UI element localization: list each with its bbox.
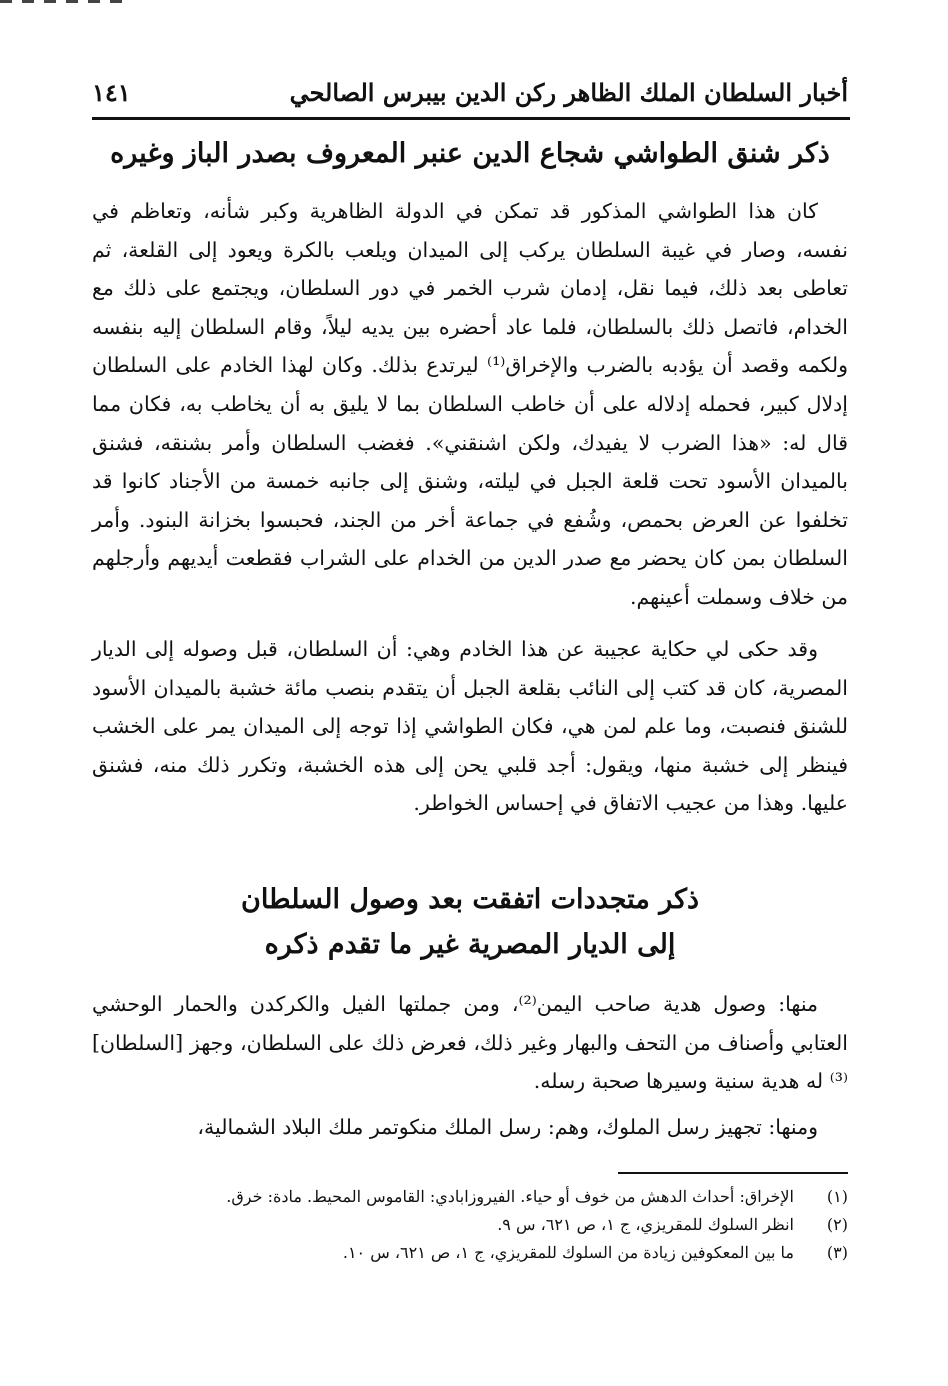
page-header xyxy=(92,60,848,118)
footnote-3 xyxy=(92,1239,848,1267)
section-heading-2-line-2: إلى الديار المصرية غير ما تقدم ذكره xyxy=(264,929,676,960)
section-heading-1: ذكر شنق الطواشي شجاع الدين عنبر المعروف بصدر الباز وغيره xyxy=(110,138,830,169)
footnote-text: ما بين المعكوفين زيادة من السلوك للمقريزي، ج ١، ص ٦٢١، س ١٠. xyxy=(342,1243,794,1262)
scan-edge-dashes xyxy=(0,0,140,6)
header-rule xyxy=(92,117,850,120)
running-title: أخبار السلطان الملك الظاهر ركن الدين بيبرس الصالحي xyxy=(289,78,848,107)
footnote-1 xyxy=(92,1183,848,1211)
footnote-number: (٣) xyxy=(826,1243,848,1262)
section-heading-2-line-1: ذكر متجددات اتفقت بعد وصول السلطان xyxy=(241,884,699,915)
footnotes xyxy=(92,1183,848,1267)
footnote-number: (١) xyxy=(826,1187,848,1206)
page-number: ١٤١ xyxy=(92,78,131,107)
footnote-2 xyxy=(92,1211,848,1239)
paragraph-2: وقد حكى لي حكاية عجيبة عن هذا الخادم وهي: أن السلطان، قبل وصوله إلى الديار المصرية، كان قد كتب إلى النائب بقلعة الجبل أن يتقدم بنصب مائة خشبة بالميدان الأسود للشنق فنصبت، وما علم لمن هي، فكان الطواشي إذا توجه إلى الميدان يمر على الخشب فينظر إلى خشبة منها، ويقول: أجد قلبي يحن إلى هذه الخشبة، وتكرر ذلك منه، فشنق عليها. وهذا من عجيب الاتفاق في إحساس الخواطر. xyxy=(92,637,848,816)
paragraph-4: ومنها: تجهيز رسل الملوك، وهم: رسل الملك منكوتمر ملك البلاد الشمالية، xyxy=(197,1115,818,1139)
footnote-text: انظر السلوك للمقريزي، ج ١، ص ٦٢١، س ٩. xyxy=(497,1215,794,1234)
paragraph-1: كان هذا الطواشي المذكور قد تمكن في الدولة الظاهرية وكبر شأنه، وتعاظم في نفسه، وصار في غيبة السلطان يركب إلى الميدان ويلعب بالكرة ويعود إلى القلعة، ثم تعاطى بعد ذلك، فيما نقل، إدمان شرب الخمر في دور السلطان، ويجتمع على ذلك مع الخدام، فاتصل ذلك بالسلطان، فلما عاد أحضره بين يديه ليلاً، وقام السلطان إليه بنفسه ولكمه وقصد أن يؤدبه بالضرب والإخراق⁽¹⁾ ليرتدع بذلك. وكان لهذا الخادم على السلطان إدلال كبير، فحمله إدلاله على أن خاطب السلطان بما لا يليق به أن يخاطب به، فكان مما قال له: «هذا الضرب لا يفيدك، ولكن اشنقني». فغضب السلطان وأمر بشنقه، فشنق بالميدان الأسود تحت قلعة الجبل في ليلته، وشنق إلى جانبه خمسة من الأجناد كانوا قد تخلفوا عن العرض بحمص، وشُفع في جماعة أخر من الجند، فحبسوا بخزانة البنود. وأمر السلطان بمن كان يحضر مع صدر الدين من الخدام على الشراب فقطعت أيديهم وأرجلهم من خلاف وسملت أعينهم. xyxy=(92,199,848,609)
footnote-text: الإخراق: أحداث الدهش من خوف أو حياء. الفيروزابادي: القاموس المحيط. مادة: خرق. xyxy=(226,1187,794,1206)
footnote-rule xyxy=(618,1172,848,1174)
paragraph-3: منها: وصول هدية صاحب اليمن⁽²⁾، ومن جملتها الفيل والكركدن والحمار الوحشي العتابي وأصناف من التحف والبهار وغير ذلك، فعرض ذلك على السلطان، وجهز [السلطان]⁽³⁾ له هدية سنية وسيرها صحبة رسله. xyxy=(92,992,848,1094)
footnote-number: (٢) xyxy=(826,1215,848,1234)
